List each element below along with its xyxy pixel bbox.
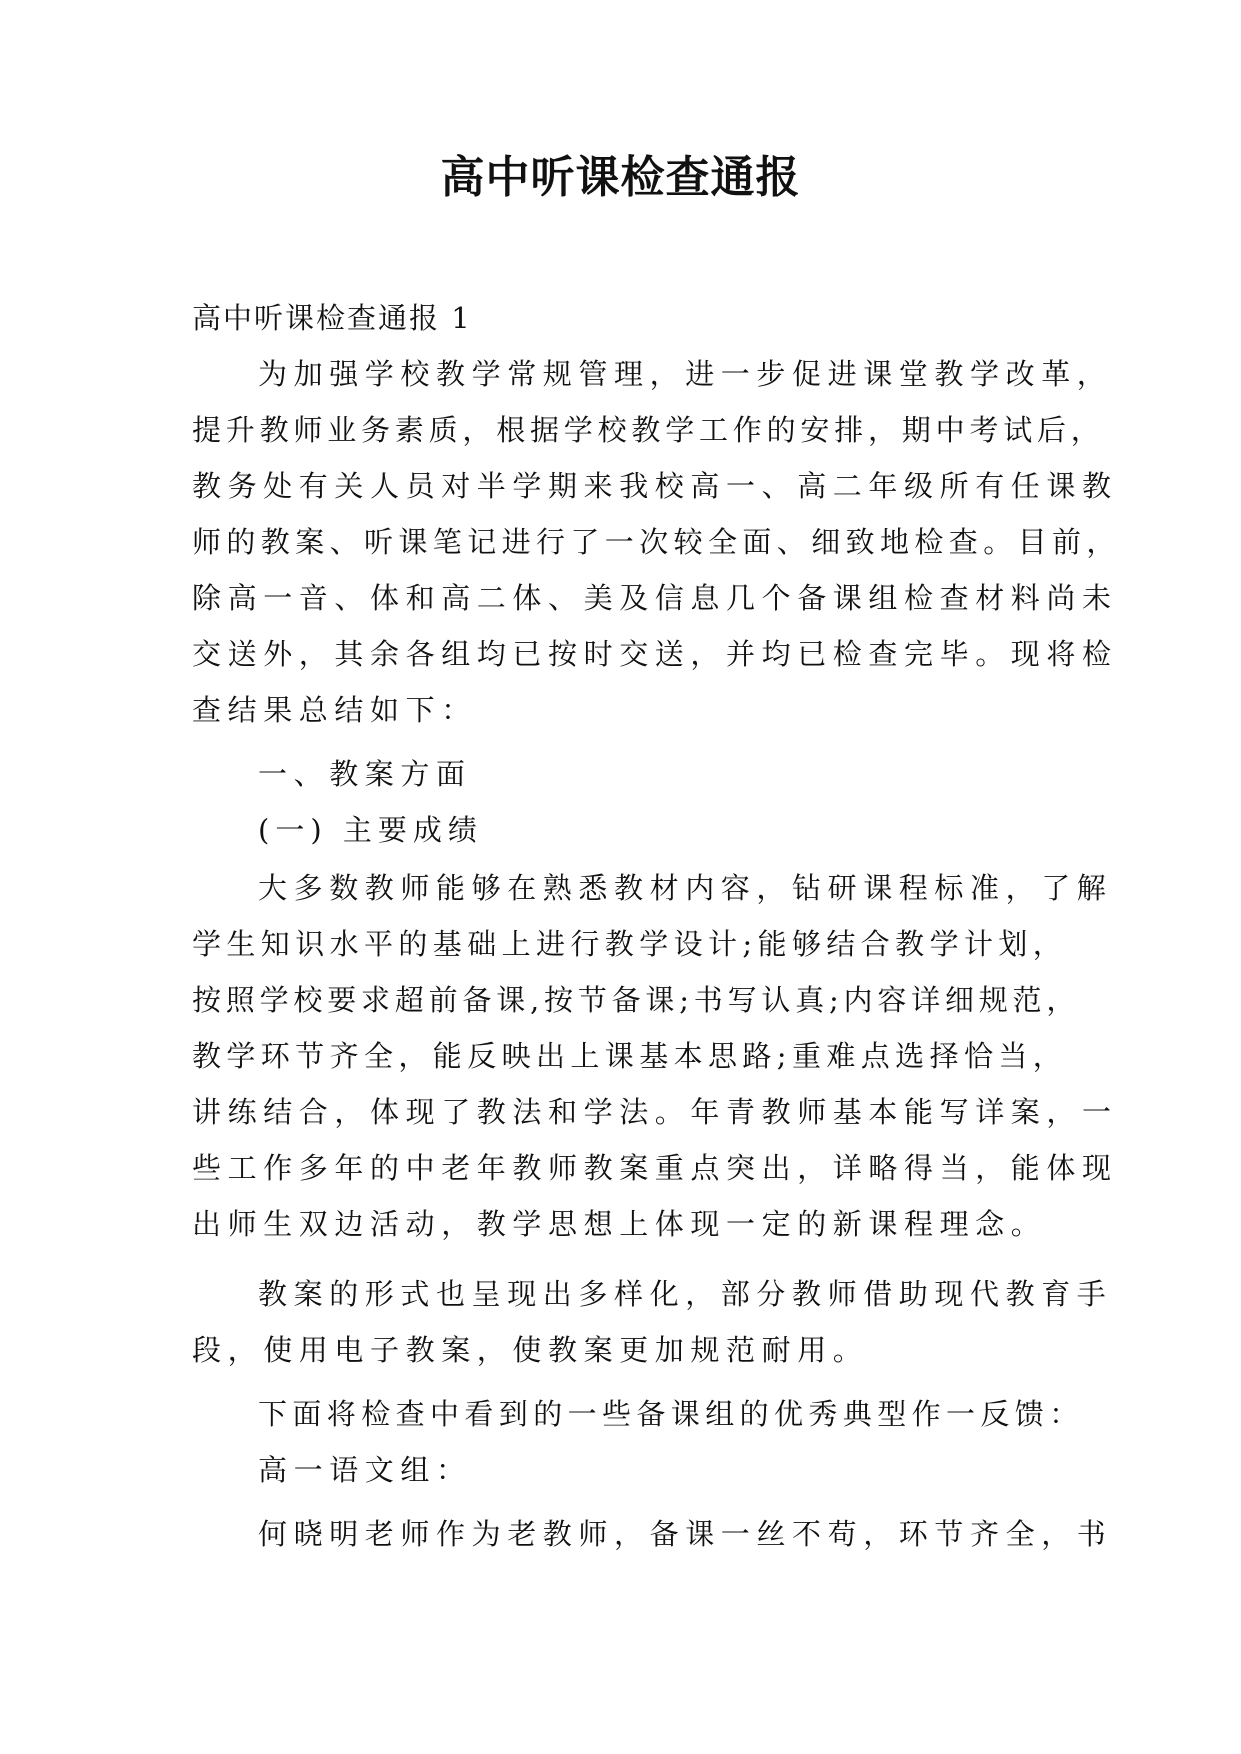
subsection-title: (一) 主要成绩 <box>258 813 483 847</box>
paragraph-line: 段，使用电子教案，使教案更加规范耐用。 <box>192 1333 869 1367</box>
section-title: 一、教案方面 <box>258 757 472 791</box>
group-heading: 高一语文组： <box>258 1453 472 1487</box>
paragraph-line: 除高一音、体和高二体、美及信息几个备课组检查材料尚未 <box>192 581 1118 615</box>
paragraph-line: 查结果总结如下： <box>192 693 477 727</box>
paragraph-line: 按照学校要求超前备课,按节备课;书写认真;内容详细规范， <box>192 983 1081 1017</box>
section-heading: 高中听课检查通报 1 <box>192 301 472 335</box>
paragraph-line: 交送外，其余各组均已按时交送，并均已检查完毕。现将检 <box>192 637 1118 671</box>
paragraph-line: 些工作多年的中老年教师教案重点突出，详略得当，能体现 <box>192 1151 1118 1185</box>
paragraph-line: 师的教案、听课笔记进行了一次较全面、细致地检查。目前， <box>192 525 1121 559</box>
paragraph-line: 为加强学校教学常规管理，进一步促进课堂教学改革， <box>258 357 1113 391</box>
paragraph-line: 大多数教师能够在熟悉教材内容，钻研课程标准，了解 <box>258 871 1113 905</box>
paragraph-line: 学生知识水平的基础上进行教学设计;能够结合教学计划， <box>192 927 1068 961</box>
paragraph-line: 教务处有关人员对半学期来我校高一、高二年级所有任课教 <box>192 469 1118 503</box>
paragraph-line: 教学环节齐全，能反映出上课基本思路;重难点选择恰当， <box>192 1039 1068 1073</box>
paragraph-line: 出师生双边活动，教学思想上体现一定的新课程理念。 <box>192 1207 1047 1241</box>
paragraph-line: 讲练结合，体现了教法和学法。年青教师基本能写详案，一 <box>192 1095 1118 1129</box>
paragraph-line: 提升教师业务素质，根据学校教学工作的安排，期中考试后， <box>192 413 1105 447</box>
paragraph-line: 何晓明老师作为老教师，备课一丝不苟，环节齐全，书 <box>258 1517 1113 1551</box>
paragraph-line: 教案的形式也呈现出多样化，部分教师借助现代教育手 <box>258 1277 1113 1311</box>
document-title: 高中听课检查通报 <box>440 152 801 203</box>
paragraph-line: 下面将检查中看到的一些备课组的优秀典型作一反馈： <box>258 1397 1084 1431</box>
